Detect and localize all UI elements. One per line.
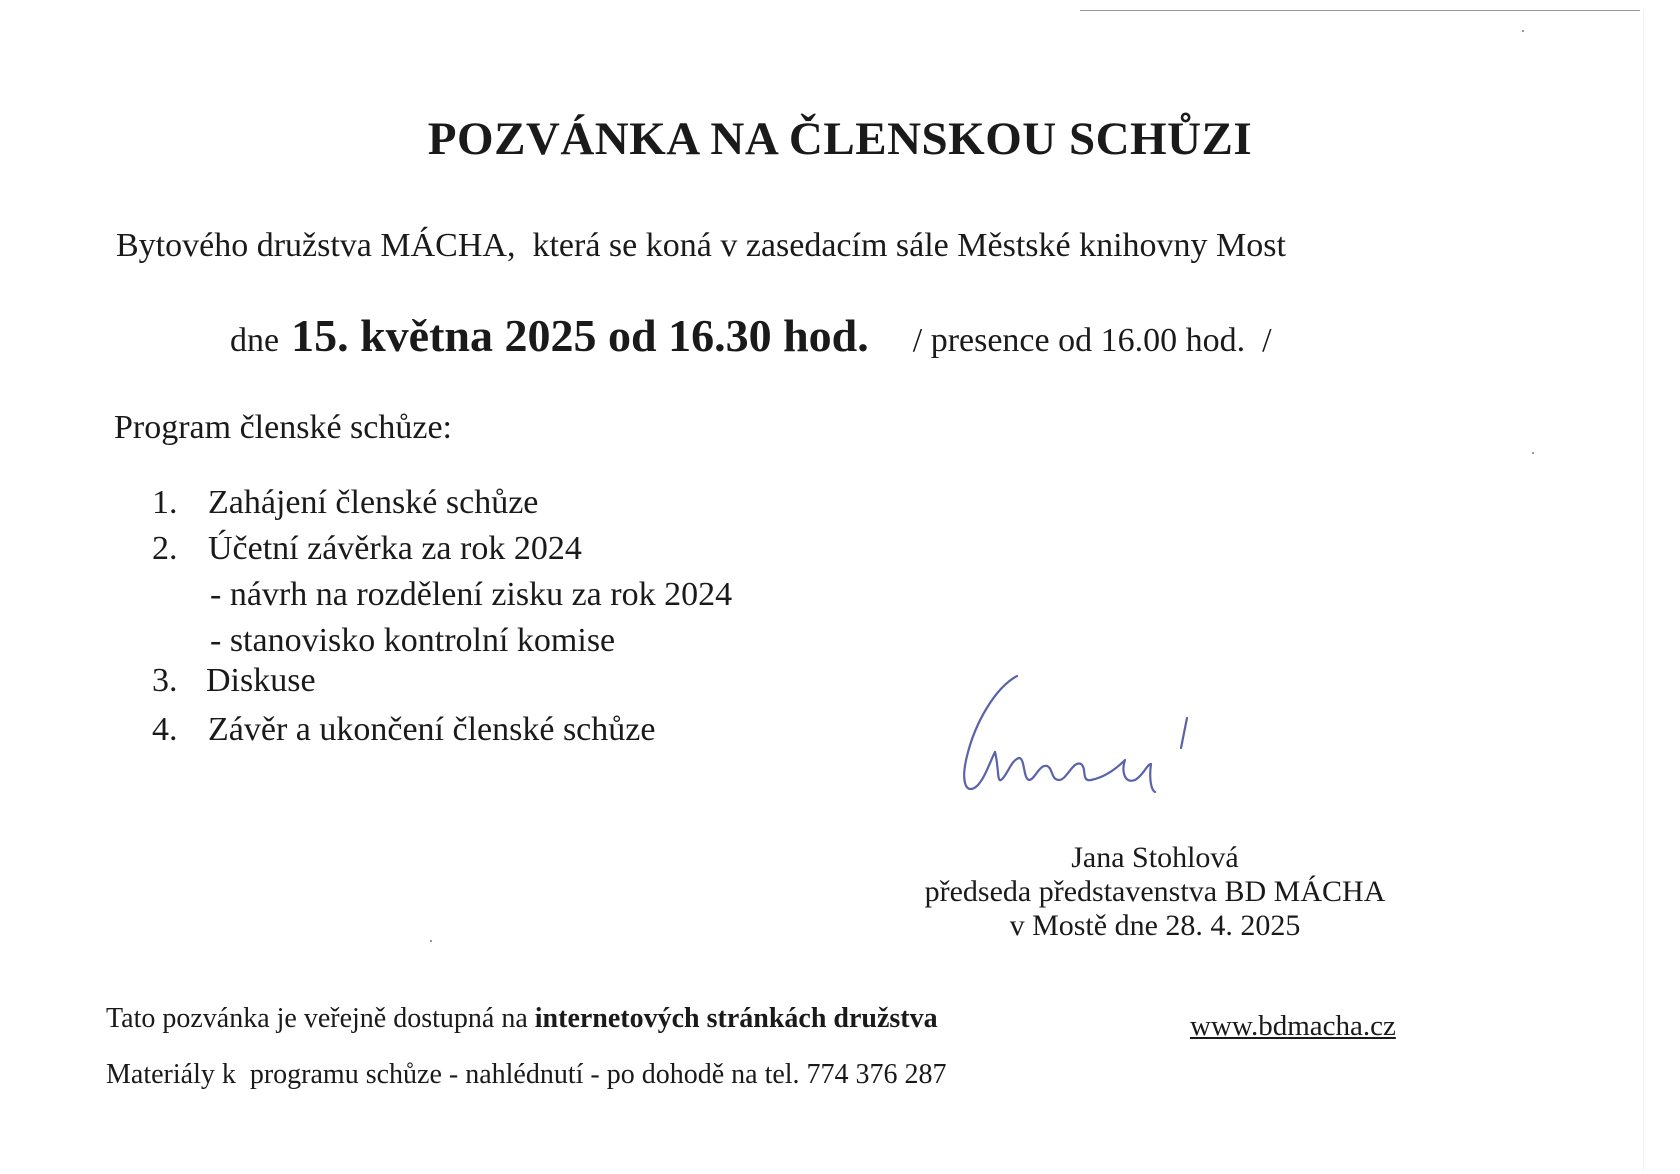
footer-text: Tato pozvánka je veřejně dostupná na [106,1003,535,1034]
title-text: POZVÁNKA NA ČLENSKOU SCHŮZI [427,113,1253,165]
agenda-item [152,664,316,698]
agenda-subitem: - návrh na rozdělení zisku za rok 2024 [210,576,733,613]
scan-speck [1532,452,1534,454]
agenda-item-number: 1. [152,484,178,521]
footer-availability-note [106,1003,938,1035]
agenda-item [152,486,538,520]
meeting-date: 15. května 2025 od 16.30 hod. [291,310,869,361]
presence-time: / presence od 16.00 hod. / [912,322,1272,359]
scan-speck [430,940,432,942]
agenda-item-text: Účetní závěrka za rok 2024 [208,530,582,567]
agenda-item-number: 4. [152,711,178,748]
signature-block [870,840,1440,944]
page-title [0,113,1680,165]
agenda-item-text: Zahájení členské schůze [208,484,539,521]
scan-edge-line [1080,10,1640,11]
place-date: v Mostě dne 28. 4. 2025 [1009,909,1301,942]
handwritten-signature [955,668,1295,828]
website-link[interactable]: www.bdmacha.cz [1190,1010,1396,1042]
meeting-date-line [230,310,1272,361]
agenda-item-text: Diskuse [206,662,316,699]
invitation-subtitle: Bytového družstva MÁCHA, která se koná v zasedacím sále Městské knihovny Most [116,227,1286,264]
agenda-item-number: 2. [152,530,178,567]
program-heading: Program členské schůze: [114,409,452,446]
signatory-position: předseda představenstva BD MÁCHA [924,875,1386,908]
date-prefix: dne [230,322,280,359]
agenda-item-number: 3. [152,662,178,699]
agenda-item [152,713,655,747]
agenda-item [152,532,582,566]
agenda-subitem: - stanovisko kontrolní komise [210,622,616,659]
footer-bold-text: internetových stránkách družstva [534,1003,938,1034]
footer-materials-note: Materiály k programu schůze - nahlédnutí - po dohodě na tel. 774 376 287 [106,1059,947,1090]
scan-speck [1522,30,1524,32]
scan-edge-line [1643,10,1644,1170]
agenda-item-text: Závěr a ukončení členské schůze [208,711,656,748]
signatory-name: Jana Stohlová [1071,841,1239,874]
